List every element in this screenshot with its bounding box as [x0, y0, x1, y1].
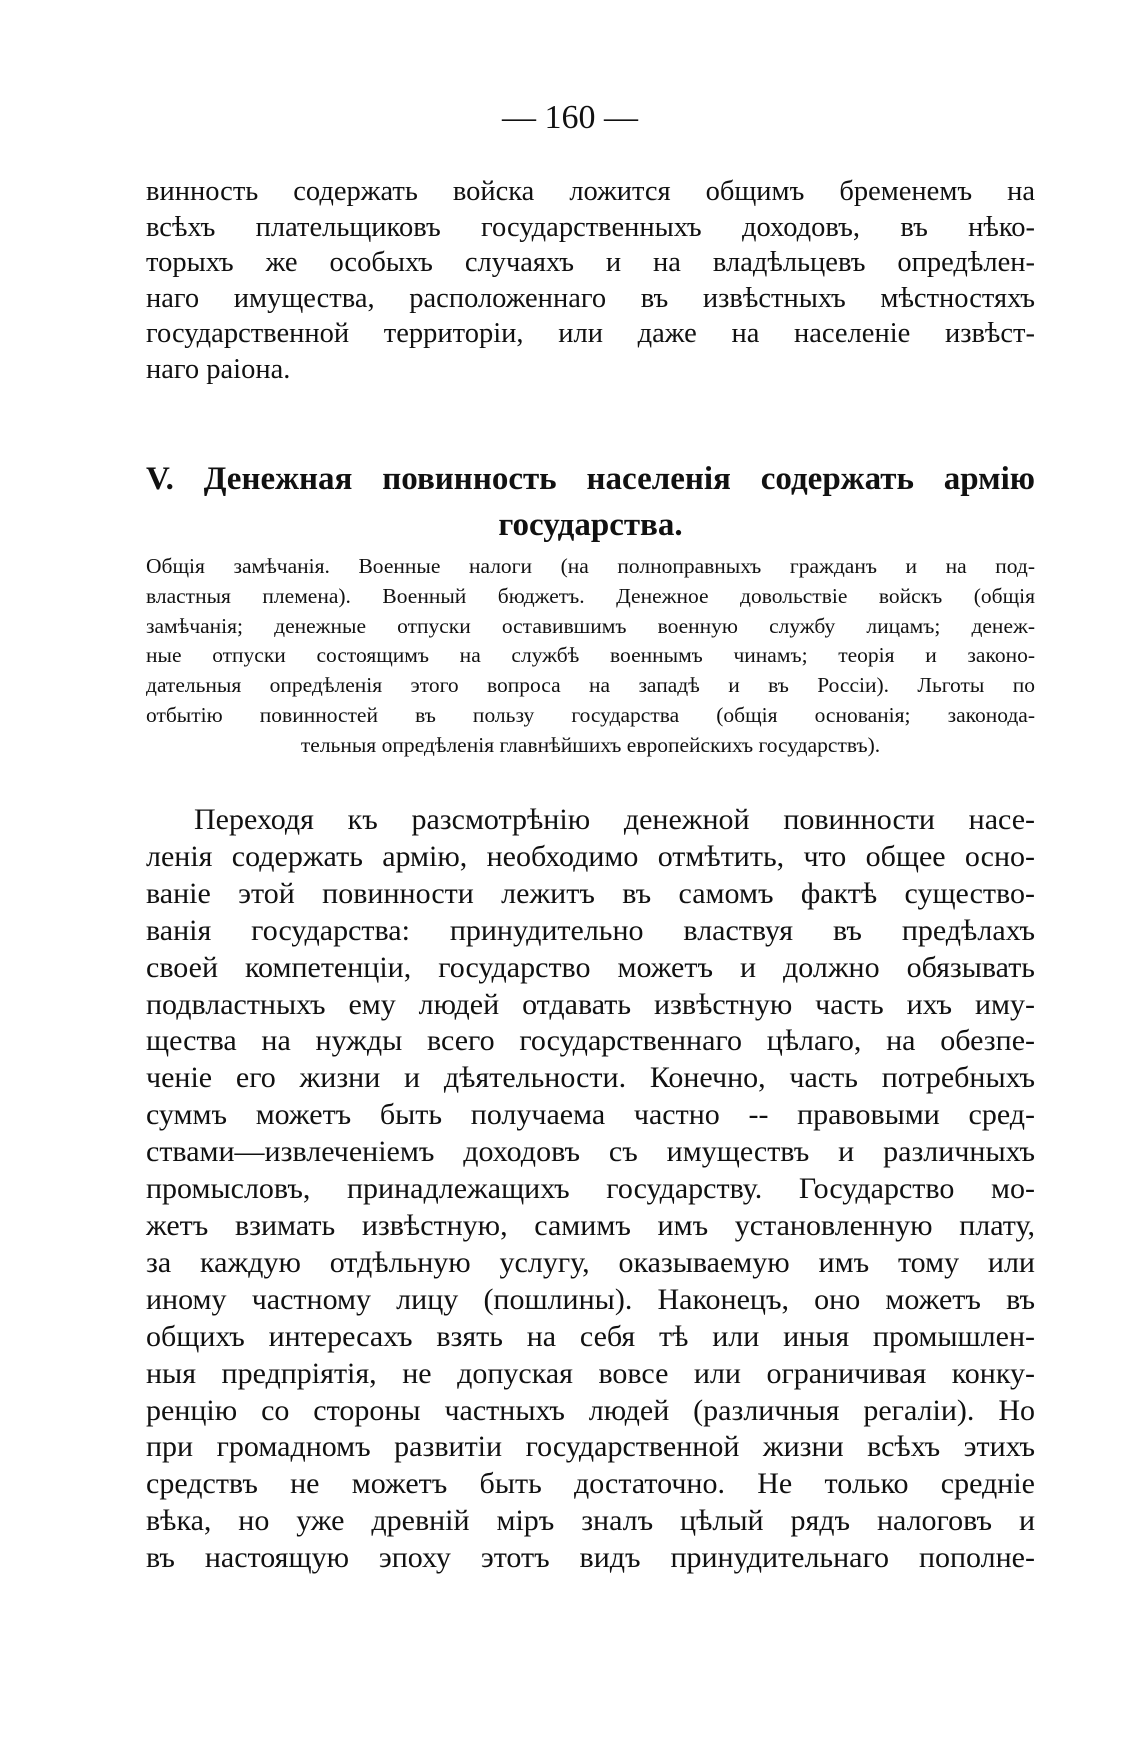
- section-summary: [146, 552, 1035, 761]
- text-line: средствъ не можетъ быть достаточно. Не только средніе: [146, 1467, 1035, 1501]
- text-line: ваніе этой повинности лежитъ въ самомъ фактѣ существо-: [146, 876, 1035, 910]
- summary-line: Общія замѣчанія. Военные налоги (на полноправныхъ гражданъ и на под-: [146, 554, 1035, 578]
- summary-line: дательныя опредѣленія этого вопроса на западѣ и въ Россіи). Льготы по: [146, 673, 1035, 698]
- body-paragraph: [146, 802, 1035, 1577]
- text-line: при громадномъ развитіи государственной жизни всѣхъ этихъ: [146, 1430, 1035, 1464]
- text-line: наго раіона.: [146, 353, 291, 385]
- summary-line: властныя племена). Военный бюджетъ. Денежное довольствіе войскъ (общія: [146, 583, 1035, 608]
- text-line: наго имущества, расположеннаго въ извѣстныхъ мѣстностяхъ: [146, 282, 1035, 314]
- text-line: государственной территоріи, или даже на населеніе извѣст-: [146, 318, 1035, 349]
- text-line: за каждую отдѣльную услугу, оказываемую имъ тому или: [146, 1245, 1035, 1279]
- summary-line: замѣчанія; денежные отпуски оставившимъ военную службу лицамъ; денеж-: [146, 613, 1035, 638]
- text-line: ленія содержать армію, необходимо отмѣтить, что общее осно-: [146, 839, 1035, 873]
- text-line: Переходя къ разсмотрѣнію денежной повинности насе-: [194, 803, 1035, 836]
- text-line: иному частному лицу (пошлины). Наконецъ, оно можетъ въ: [146, 1282, 1035, 1316]
- text-line: винность содержать войска ложится общимъ бременемъ на: [146, 176, 1035, 207]
- text-line: въ настоящую эпоху этотъ видъ принудительнаго пополне-: [146, 1541, 1035, 1575]
- text-line: своей компетенціи, государство можетъ и должно обязывать: [146, 950, 1035, 984]
- summary-line: тельныя опредѣленія главнѣйшихъ европейскихъ государствъ).: [300, 732, 881, 757]
- text-line: ренцію со стороны частныхъ людей (различныя регаліи). Но: [146, 1393, 1035, 1427]
- text-line: суммъ можетъ быть получаема частно -- правовыми сред-: [146, 1098, 1035, 1132]
- text-line: подвластныхъ ему людей отдавать извѣстную часть ихъ иму-: [146, 987, 1035, 1021]
- paragraph-continued: [146, 174, 1035, 387]
- text-line: всѣхъ плательщиковъ государственныхъ доходовъ, въ нѣко-: [146, 211, 1035, 243]
- text-line: жетъ взимать извѣстную, самимъ имъ установленную плату,: [146, 1208, 1035, 1242]
- page-number: — 160 —: [502, 99, 638, 136]
- text-line: вѣка, но уже древній міръ зналъ цѣлый рядъ налоговъ и: [146, 1504, 1035, 1538]
- summary-line: ные отпуски состоящимъ на службѣ военнымъ чинамъ; теорія и законо-: [146, 643, 1035, 668]
- heading-line: государства.: [498, 507, 683, 543]
- summary-line: отбытію повинностей въ пользу государства (общія основанія; законода-: [146, 702, 1035, 727]
- text-line: общихъ интересахъ взять на себя тѣ или иныя промышлен-: [146, 1319, 1035, 1353]
- text-line: щества на нужды всего государственнаго цѣлаго, на обезпе-: [146, 1024, 1035, 1058]
- text-line: ванія государства: принудительно властвуя въ предѣлахъ: [146, 913, 1035, 947]
- text-line: ствами—извлеченіемъ доходовъ съ имуществъ и различныхъ: [146, 1135, 1035, 1169]
- text-line: промысловъ, принадлежащихъ государству. Государство мо-: [146, 1172, 1035, 1206]
- section-heading: [146, 456, 1035, 548]
- text-line: торыхъ же особыхъ случаяхъ и на владѣльцевъ опредѣлен-: [146, 247, 1035, 278]
- heading-line: V. Денежная повинность населенія содержать армію: [146, 461, 1035, 497]
- text-line: ченіе его жизни и дѣятельности. Конечно, часть потребныхъ: [146, 1061, 1035, 1095]
- text-line: ныя предпріятія, не допуская вовсе или ограничивая конку-: [146, 1356, 1035, 1390]
